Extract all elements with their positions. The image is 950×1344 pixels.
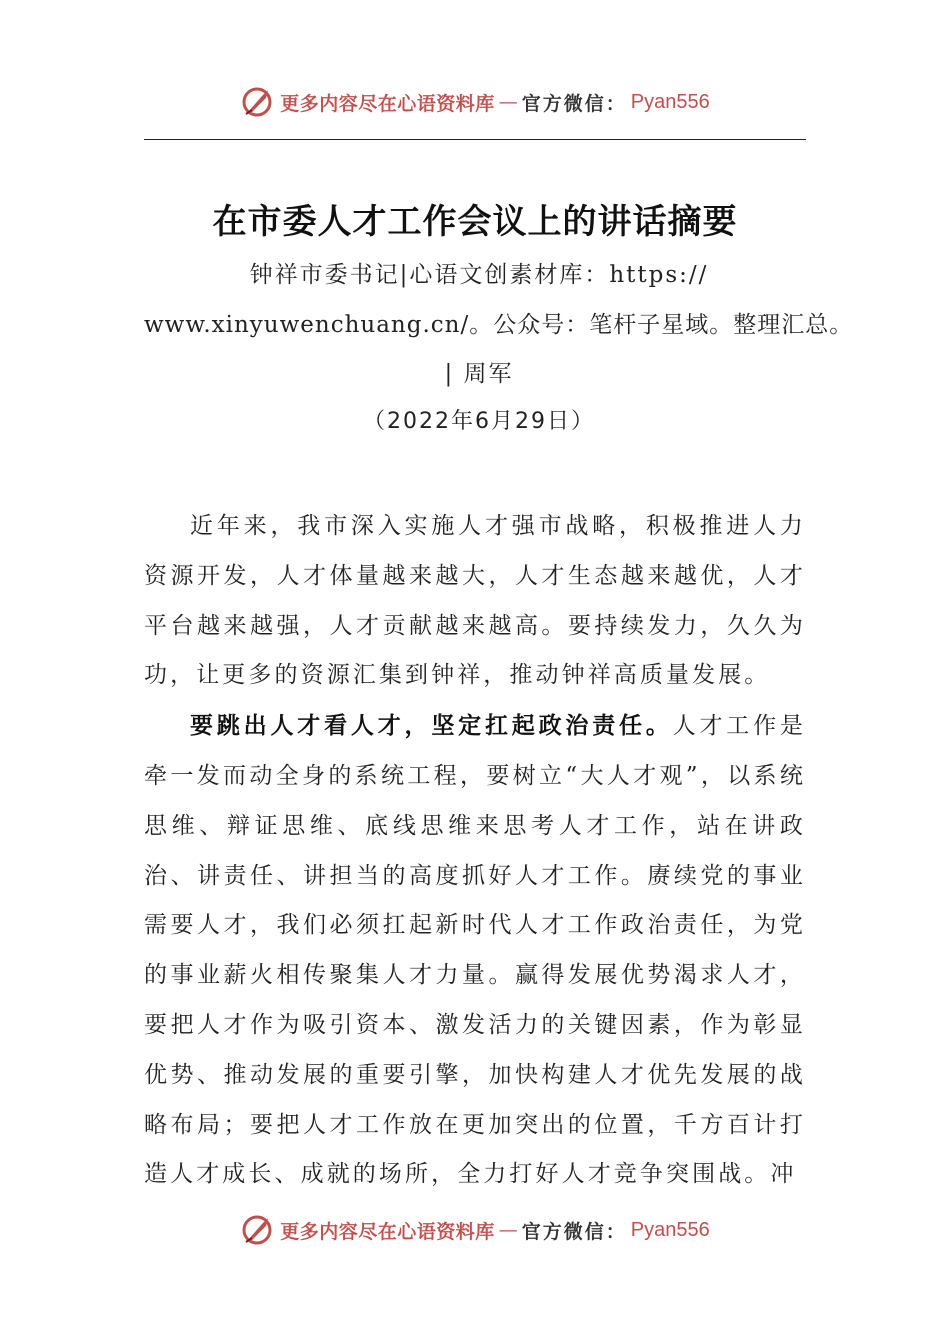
footer-promo-text: 更多内容尽在心语资料库 [280, 1220, 495, 1243]
header-divider [144, 139, 806, 140]
footer-wechat-id: Pyan556 [630, 1218, 710, 1241]
paragraph-2-lead: 要跳出人才看人才，坚定扛起政治责任。 [190, 712, 673, 740]
author-meta-line-3: | 周军 [444, 361, 514, 387]
header-banner [0, 82, 950, 122]
footer-banner [0, 1210, 950, 1250]
paragraph-2 [144, 701, 806, 1200]
banner-dash: — [498, 91, 518, 113]
footer-dash: — [498, 1219, 518, 1241]
document-date: （2022年6月29日） [363, 409, 595, 434]
paragraph-1-text: 近年来，我市深入实施人才强市战略，积极推进人力资源开发，人才体量越来越大，人才生态越来越优，人才平台越来越强，人才贡献越来越高。要持续发力，久久为功，让更多的资源汇集到钟祥，推动钟祥高质量发展。 [144, 513, 806, 689]
quill-circle-logo-icon [240, 1212, 276, 1248]
paragraph-2-text: 人才工作是牵一发而动全身的系统工程，要树立“大人才观”，以系统思维、辩证思维、底线思维来思考人才工作，站在讲政治、讲责任、讲担当的高度抓好人才工作。赓续党的事业需要人才，我们必须扛起新时代人才工作政治责任，为党的事业薪火相传聚集人才力量。赢得发展优势渴求人才，要把人才作为吸引资本、激发活力的关键因素，作为彰显优势、推动发展的重要引擎，加快构建人才优先发展的战略布局；要把人才工作放在更加突出的位置，千方百计打造人才成长、成就的场所，全力打好人才竞争突围战。冲 [144, 713, 806, 1188]
banner-promo-text: 更多内容尽在心语资料库 [280, 92, 495, 115]
quill-circle-logo-icon [240, 84, 276, 120]
author-meta-line-1: 钟祥市委书记|心语文创素材库：https:// [249, 262, 709, 288]
document-title: 在市委人才工作会议上的讲话摘要 [212, 202, 738, 242]
banner-wechat-label: 官方微信： [521, 92, 627, 115]
author-meta-line-2: www.xinyuwenchuang.cn/。公众号：笔杆子星域。整理汇总。 [144, 312, 854, 338]
banner-wechat-id: Pyan556 [630, 90, 710, 113]
footer-wechat-label: 官方微信： [521, 1220, 627, 1243]
document-body [144, 502, 806, 1200]
paragraph-1 [144, 502, 806, 701]
